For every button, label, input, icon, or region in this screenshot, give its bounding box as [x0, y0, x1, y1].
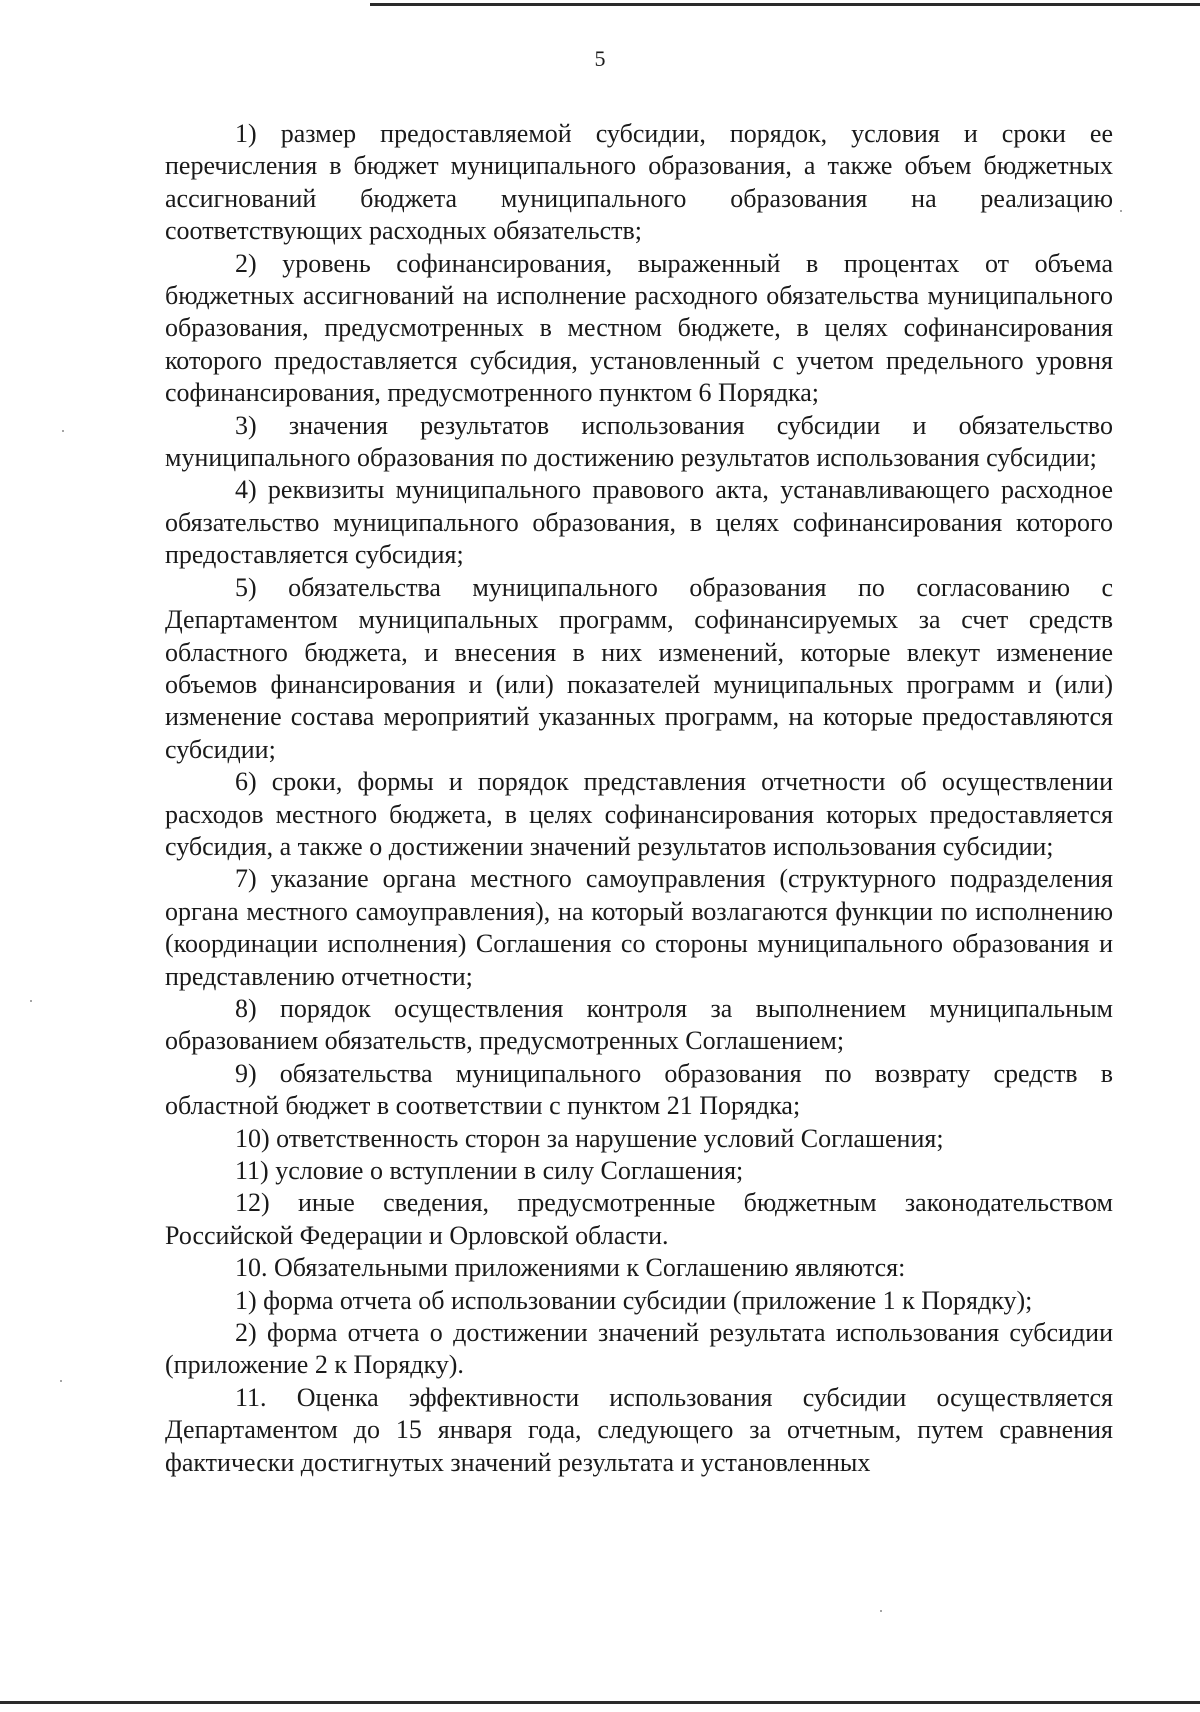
paragraph-appendix-1: 1) форма отчета об использовании субсидии (приложение 1 к Порядку); — [235, 1285, 1033, 1315]
paragraph-item-1-amount: 1) размер предоставляемой субсидии, порядок, условия и сроки ее перечисления в бюджет муниципального образования, а также объем бюджетных ассигнований бюджета муниципального образования на реализацию соответствующих расходных обязательств; — [165, 119, 1113, 246]
paragraph-appendix-2: 2) форма отчета о достижении значений результата использования субсидии (приложение 2 к Порядку). — [165, 1318, 1113, 1380]
paragraph-item-3-results: 3) значения результатов использования субсидии и обязательство муниципального образования по достижению результатов использования субсидии; — [165, 410, 1113, 473]
paragraph-item-6-reporting: 6) сроки, формы и порядок представления отчетности об осуществлении расходов местного бюджета, в целях софинансирования которых предоставляется субсидия, а также о достижении значений результатов использования субсидии; — [165, 767, 1113, 861]
paragraph-item-7-authority: 7) указание органа местного самоуправления (структурного подразделения органа местного самоуправления), на который возлагаются функции по исполнению (координации исполнения) Соглашения со стороны муниципального образования и представлению отчетности; — [165, 864, 1113, 991]
scan-speck — [62, 430, 64, 432]
document-body — [165, 118, 1113, 1479]
paragraph-section-11-evaluation: 11. Оценка эффективности использования субсидии осуществляется Департаментом до 15 января года, следующего за отчетным, путем сравнения фактически достигнутых значений результата и установленных — [165, 1382, 1113, 1477]
paragraph-item-2-cofinancing-level: 2) уровень софинансирования, выраженный в процентах от объема бюджетных ассигнований на исполнение расходного обязательства муниципального образования, предусмотренных в местном бюджете, в целях софинансирования которого предоставляется субсидия, установленный с учетом предельного уровня софинансирования, предусмотренного пунктом 6 Порядка; — [165, 248, 1113, 408]
scan-speck — [1120, 210, 1122, 212]
page-number: 5 — [594, 46, 606, 71]
scan-speck — [30, 1000, 32, 1002]
paragraph-item-10-responsibility: 10) ответственность сторон за нарушение условий Соглашения; — [235, 1123, 944, 1153]
scan-speck — [880, 1610, 882, 1612]
scan-speck — [60, 1380, 62, 1382]
paragraph-item-11-entry-into-force: 11) условие о вступлении в силу Соглашения; — [235, 1156, 744, 1185]
paragraph-item-4-legal-act: 4) реквизиты муниципального правового акта, устанавливающего расходное обязательство муниципального образования, в целях софинансирования которого предоставляется субсидия; — [165, 475, 1113, 570]
scan-top-edge-line — [370, 3, 1200, 6]
paragraph-item-9-refund: 9) обязательства муниципального образования по возврату средств в областной бюджет в соответствии с пунктом 21 Порядка; — [165, 1058, 1113, 1121]
paragraph-item-8-control: 8) порядок осуществления контроля за выполнением муниципальным образованием обязательств, предусмотренных Соглашением; — [165, 993, 1113, 1056]
scan-bottom-edge-line — [0, 1701, 1200, 1704]
paragraph-item-5-obligations: 5) обязательства муниципального образования по согласованию с Департаментом муниципальных программ, софинансируемых за счет средств областного бюджета, и внесения в них изменений, которые влекут изменение объемов финансирования и (или) показателей муниципальных программ и (или) изменение состава мероприятий указанных программ, на которые предоставляются субсидии; — [165, 572, 1113, 764]
paragraph-item-12-other: 12) иные сведения, предусмотренные бюджетным законодательством Российской Федерации и Орловской области. — [165, 1188, 1113, 1250]
paragraph-section-10-appendices: 10. Обязательными приложениями к Соглашению являются: — [235, 1253, 906, 1283]
